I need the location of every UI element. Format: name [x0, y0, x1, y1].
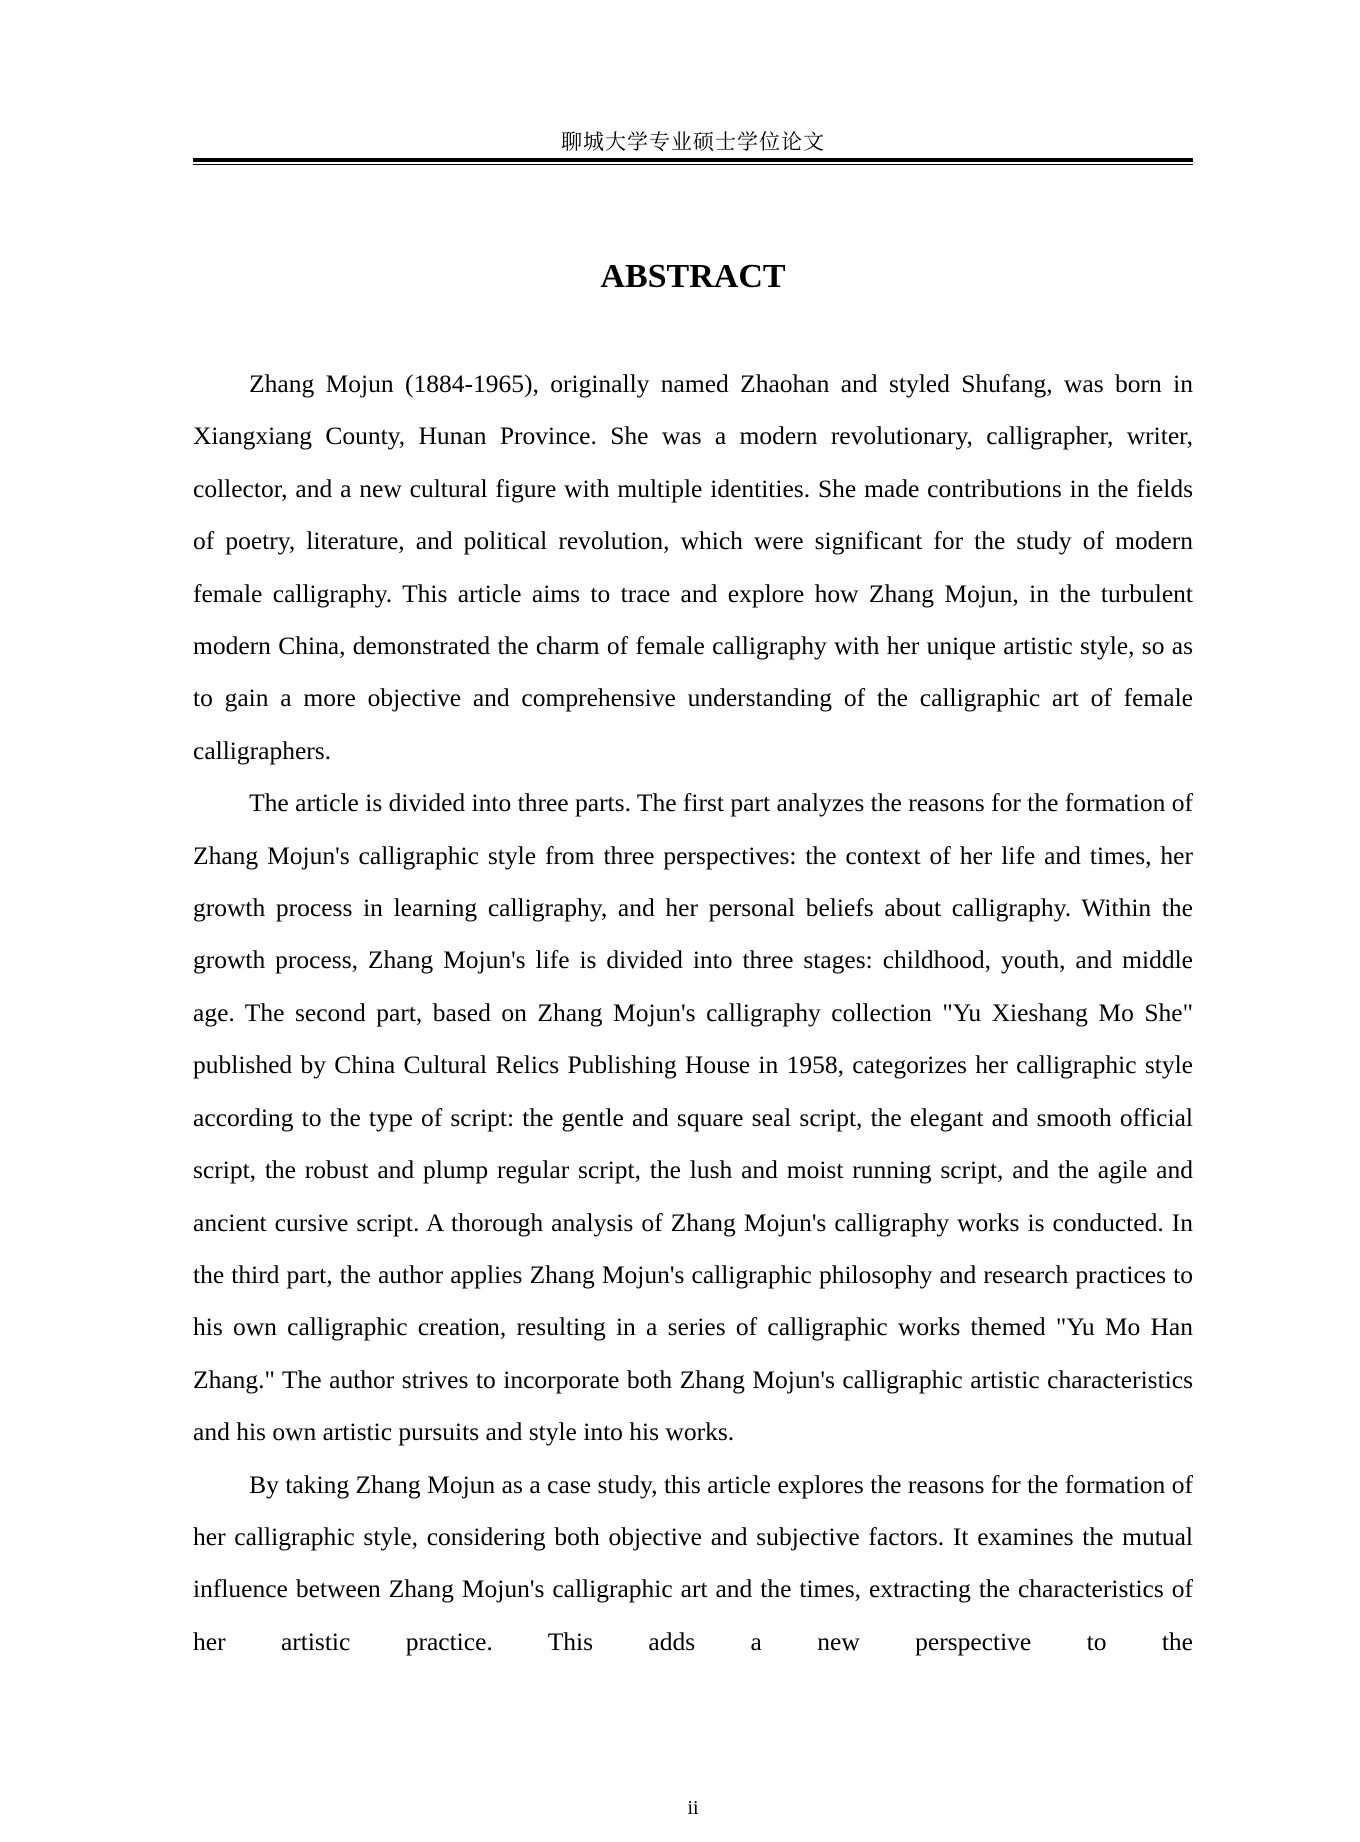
paragraph-2: The article is divided into three parts. The first part analyzes the reasons for the formation of Zhang Mojun's calligraphic style from three perspectives: the context of her life and times, her growth process in learning calligraphy, and her personal beliefs about calligraphy. Within the growth process, Zhang Mojun's life is divided into three stages: childhood, youth, and middle age. The second part, based on Zhang Mojun's calligraphy collection "Yu Xieshang Mo She" published by China Cultural Relics Publishing House in 1958, categorizes her calligraphic style according to the type of script: the gentle and square seal script, the elegant and smooth official script, the robust and plump regular script, the lush and moist running script, and the agile and ancient cursive script. A thorough analysis of Zhang Mojun's calligraphy works is conducted. In the third part, the author applies Zhang Mojun's calligraphic philosophy and research practices to his own calligraphic creation, resulting in a series of calligraphic works themed "Yu Mo Han Zhang." The author strives to incorporate both Zhang Mojun's calligraphic artistic characteristics and his own artistic pursuits and style into his works. [193, 788, 1193, 1447]
header-rule-thick [193, 158, 1193, 162]
paragraph-3: By taking Zhang Mojun as a case study, this article explores the reasons for the formation of her calligraphic style, considering both objective and subjective factors. It examines the mutual influence between Zhang Mojun's calligraphic art and the times, extracting the characteristics of her artistic practice. This adds a new perspective to the [193, 1469, 1193, 1656]
running-header: 聊城大学专业硕士学位论文 [561, 130, 825, 154]
abstract-title: ABSTRACT [600, 258, 786, 295]
header-rule-thin [193, 164, 1193, 165]
page-number: ii [687, 1797, 699, 1819]
paragraph-1: Zhang Mojun (1884-1965), originally named Zhaohan and styled Shufang, was born in Xiangxiang County, Hunan Province. She was a modern revolutionary, calligrapher, writer, collector, and a new cultural figure with multiple identities. She made contributions in the fields of poetry, literature, and political revolution, which were significant for the study of modern female calligraphy. This article aims to trace and explore how Zhang Mojun, in the turbulent modern China, demonstrated the charm of female calligraphy with her unique artistic style, so as to gain a more objective and comprehensive understanding of the calligraphic art of female calligraphers. [193, 369, 1193, 765]
abstract-body [193, 358, 1193, 1668]
